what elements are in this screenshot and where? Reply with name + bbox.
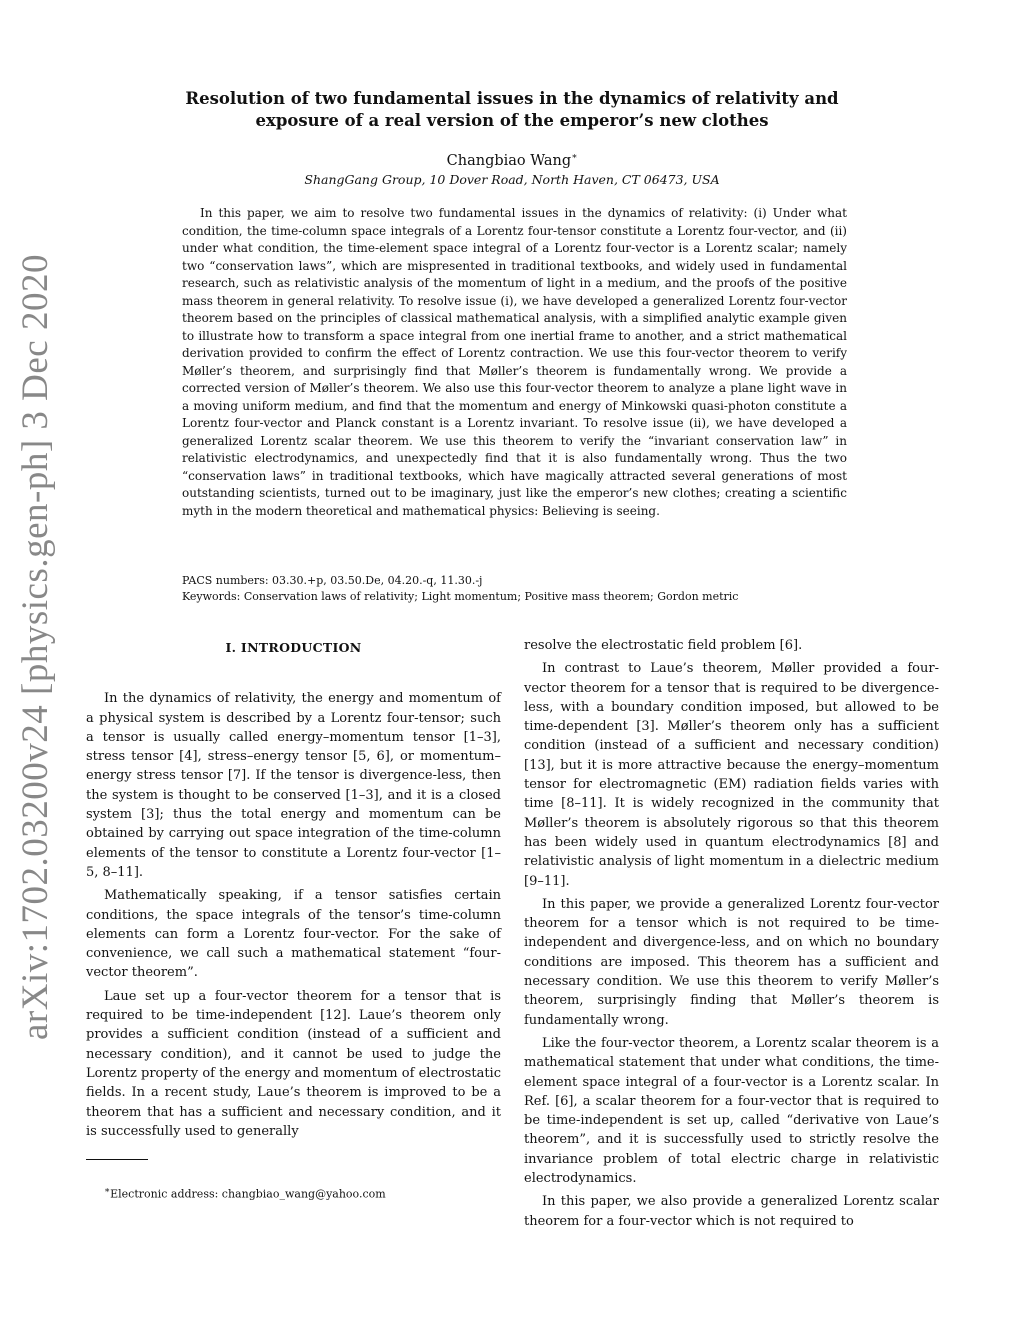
- right-column: [524, 636, 939, 1235]
- abstract: In this paper, we aim to resolve two fundamental issues in the dynamics of relativity: (i) Under what condition, the time-column space integrals of a Lorentz four-tensor constitute a Lorentz four-vector, and (ii) under what condition, the time-element space integral of a Lorentz four-vector is a Lorentz scalar; namely two “conservation laws”, which are mispresented in traditional textbooks, and widely used in fundamental research, such as relativistic analysis of the momentum of light in a medium, and the proofs of the positive mass theorem in general relativity. To resolve issue (i), we have developed a generalized Lorentz four-vector theorem based on the principles of classical mathematical analysis, with a simplified analytic example given to illustrate how to transform a space integral from one inertial frame to another, and a strict mathematical derivation provided to confirm the effect of Lorentz contraction. We use this four-vector theorem to verify Møller’s theorem, and surprisingly find that Møller’s theorem is fundamentally wrong. We provide a corrected version of Møller’s theorem. We also use this four-vector theorem to analyze a plane light wave in a moving uniform medium, and find that the momentum and energy of Minkowski quasi-photon constitute a Lorentz four-vector and Planck constant is a Lorentz invariant. To resolve issue (ii), we have developed a generalized Lorentz scalar theorem. We use this theorem to verify the “invariant conservation law” in relativistic electrodynamics, and unexpectedly find that it is also fundamentally wrong. Thus the two “conservation laws” in traditional textbooks, which have magically attracted several generations of most outstanding scientists, turned out to be imaginary, just like the emperor’s new clothes; creating a scientific myth in the modern theoretical and mathematical physics: Believing is seeing.: [182, 206, 847, 518]
- paragraph: resolve the electrostatic field problem [6].: [524, 638, 803, 653]
- author-text: Changbiao Wang: [446, 152, 572, 169]
- left-column: [86, 636, 501, 1204]
- paragraph: Laue set up a four-vector theorem for a tensor that is required to be time-independent [12]. Laue’s theorem only provides a sufficient condition (instead of a sufficient and necessary condition), and it cannot be used to judge the Lorentz property of the energy and momentum of electrostatic fields. In a recent study, Laue’s theorem is improved to be a theorem that has a sufficient and necessary condition, and it is successfully used to generally: [86, 988, 501, 1139]
- section-heading: I. INTRODUCTION: [225, 640, 362, 655]
- footnote-rule: [86, 1159, 148, 1160]
- footnote: [86, 1182, 501, 1204]
- paragraph: In this paper, we provide a generalized Lorentz four-vector theorem for a tensor which is not required to be time-independent and divergence-less, and on which no boundary conditions are imposed. This theorem has a sufficient and necessary condition. We use this theorem to verify Møller’s theorem, surprisingly finding that Møller’s theorem is fundamentally wrong.: [524, 896, 939, 1028]
- paragraph: In the dynamics of relativity, the energy and momentum of a physical system is described by a Lorentz four-tensor; such a tensor is usually called energy–momentum tensor [1–3], stress tensor [4], stress–energy tensor [5, 6], or momentum–energy stress tensor [7]. If the tensor is divergence-less, then the system is thought to be conserved [1–3], and it is a closed system [3]; thus the total energy and momentum can be obtained by carrying out space integration of the time-column elements of the tensor to constitute a Lorentz four-vector [1–5, 8–11].: [86, 691, 501, 880]
- footnote-text: Electronic address: changbiao_wang@yahoo.com: [110, 1187, 386, 1201]
- paragraph: Like the four-vector theorem, a Lorentz scalar theorem is a mathematical statement that under what conditions, the time-element space integral of a four-vector is a Lorentz scalar. In Ref. [6], a scalar theorem for a four-vector that is required to be time-independent is set up, called “derivative von Laue’s theorem”, and it is successfully used to strictly resolve the invariance problem of total electric charge in relativistic electrodynamics.: [524, 1035, 939, 1187]
- author-footnote-mark: ∗: [571, 152, 578, 162]
- keywords: Keywords: Conservation laws of relativity; Light momentum; Positive mass theorem; Gordon metric: [182, 590, 739, 603]
- paragraph: In this paper, we also provide a generalized Lorentz scalar theorem for a four-vector which is not required to: [524, 1194, 939, 1229]
- paper-title: [150, 88, 874, 132]
- author-name: [150, 152, 874, 169]
- title-line-1: Resolution of two fundamental issues in the dynamics of relativity and: [185, 89, 839, 108]
- title-line-2: exposure of a real version of the emperor’s new clothes: [255, 111, 769, 130]
- footnote-mark: ∗: [104, 1186, 111, 1197]
- pacs-numbers: PACS numbers: 03.30.+p, 03.50.De, 04.20.-q, 11.30.-j: [182, 574, 483, 587]
- paragraph: Mathematically speaking, if a tensor satisfies certain conditions, the space integrals of the tensor’s time-column elements can form a Lorentz four-vector. For the sake of convenience, we call such a mathematical statement “four-vector theorem”.: [86, 888, 501, 981]
- affiliation: ShangGang Group, 10 Dover Road, North Haven, CT 06473, USA: [304, 172, 720, 187]
- arxiv-identifier: arXiv:1702.03200v24 [physics.gen-ph] 3 Dec 2020: [15, 254, 56, 1040]
- classification-block: [182, 573, 847, 605]
- paragraph: In contrast to Laue’s theorem, Møller provided a four-vector theorem for a tensor that is required to be divergence-less, with a boundary condition imposed, but allowed to be time-dependent [3]. Møller’s theorem only has a sufficient condition (instead of a sufficient and necessary condition) [13], but it is more attractive because the energy–momentum tensor for electromagnetic (EM) radiation fields varies with time [8–11]. It is widely recognized in the community that Møller’s theorem is absolutely rigorous so that this theorem has been widely used in quantum electrodynamics [8] and relativistic analysis of light momentum in a dielectric medium [9–11].: [524, 661, 939, 889]
